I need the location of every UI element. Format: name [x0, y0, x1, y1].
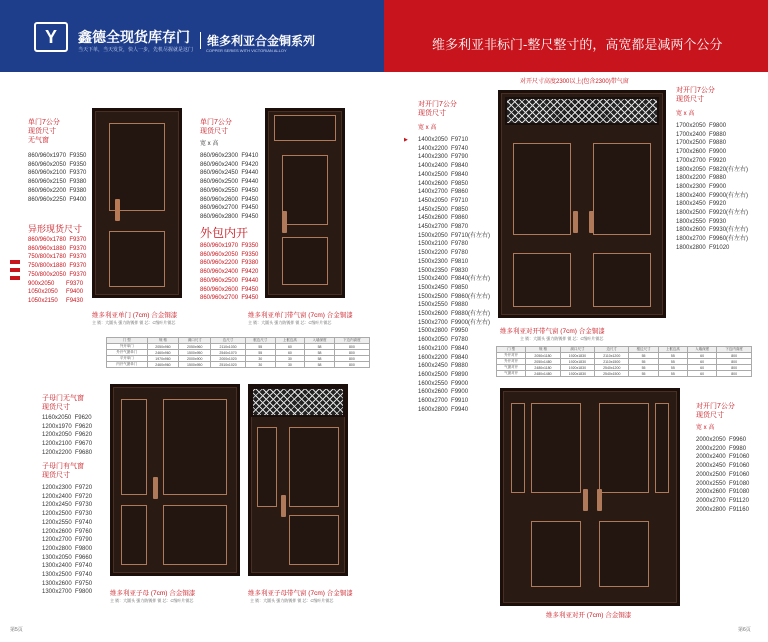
table-cell: 55 — [629, 353, 658, 359]
transom-top-note: 对开尺寸高度2300以上(包含2300)带气窗 — [520, 79, 629, 85]
table-cell: 55 — [658, 353, 687, 359]
brand-name: 鑫德全现货库存门 — [78, 29, 190, 45]
double-spec-table — [496, 346, 752, 377]
marker-icon — [10, 276, 20, 280]
mother-transom-spec: 主 锁：大圆头 强力防锈拌 锁 芯：C级叶片锁芯 — [250, 598, 334, 603]
table-cell: 800 — [334, 356, 369, 362]
marker-icon — [10, 260, 20, 264]
page-number-right: 第6页 — [738, 627, 751, 633]
single-door-sizes: 860/960x1970 F9350 860/960x2050 F9350 860/960x2100 F9370 860/960x2150 F9380 860/960x2200 F9380 860/960x2250 F9400 — [28, 153, 87, 203]
table-cell: 外开气窗单门 — [107, 350, 148, 356]
table-cell: 上框边高 — [658, 347, 687, 353]
series-title: 维多利亚合金铜系列 — [200, 32, 315, 49]
table-cell: 58 — [305, 362, 335, 368]
mother-door-spec: 主 锁：大圆头 强力防锈拌 锁 芯：C级叶片锁芯 — [110, 598, 194, 603]
table-cell: 入墙深度 — [687, 347, 716, 353]
double-col3-title: 对开门7公分 现货尺寸 — [696, 403, 735, 419]
table-cell: 2510x1020 — [211, 362, 246, 368]
table-cell: 30 — [275, 362, 305, 368]
table-cell: 55 — [629, 359, 658, 365]
double-door-caption: 维多利亚对开 (7cm) 合金铜漆 — [546, 612, 632, 619]
table-cell: 58 — [305, 356, 335, 362]
table-cell: 1920x1830 — [560, 371, 594, 377]
table-cell: 800 — [717, 359, 752, 365]
table-cell: 1500x950 — [179, 362, 211, 368]
double-col3-dims: 宽 x 高 — [696, 425, 715, 431]
single-transom-dims: 宽 x 高 — [200, 141, 219, 147]
table-cell: 60 — [687, 371, 716, 377]
table-cell: 2460x960 — [147, 362, 179, 368]
single-transom-sizes: 860/960x2300 F9410 860/960x2400 F9420 860/960x2450 F9440 860/960x2500 F9440 860/960x2550 F9450 860/960x2600 F9450 860/960x2700 F9450 860/960x2800 F9450 — [200, 153, 259, 220]
single-door-spec: 主 锁：大圆头 强力防锈拌 锁 芯：C级叶片锁芯 — [92, 320, 176, 325]
double-col1-dims: 宽 x 高 — [418, 125, 437, 131]
table-cell: 58 — [305, 350, 335, 356]
single-transom-caption: 维多利亚单门带气窗 (7cm) 合金铜漆 — [248, 312, 353, 319]
double-col3-sizes: 2000x2050 F9960 2000x2200 F9980 2000x2400 F91060 2000x2450 F91060 2000x2500 F91060 2000x2550 F91080 2000x2600 F91080 2000x2700 F91120 2000x2800 F91160 — [696, 437, 750, 513]
mother-door-image — [110, 384, 240, 576]
single-transom-spec: 主 锁：大圆头 强力防锈拌 锁 芯：C级叶片锁芯 — [248, 320, 332, 325]
table-cell: 2000x1020 — [211, 356, 246, 362]
double-col2-dims: 宽 x 高 — [676, 111, 695, 117]
table-cell: 800 — [334, 350, 369, 356]
table-cell: 2000x900 — [179, 356, 211, 362]
table-cell: 2480x1180 — [526, 365, 560, 371]
table-cell: 1920x1830 — [560, 359, 594, 365]
table-cell: 入墙深度 — [305, 338, 335, 344]
table-cell: 规 格 — [526, 347, 560, 353]
door-handle-icon — [589, 211, 594, 233]
single-spec-table — [106, 337, 370, 368]
table-cell: 1500x950 — [179, 350, 211, 356]
table-cell: 洞口尺寸 — [179, 338, 211, 344]
odd-size-list: 860/960x1780 F9370 860/960x1880 F9370 750/800x1780 F9370 750/800x1880 F9370 750/800x2050 F9370 900x2050 F9370 1050x2050 F9400 1050x2150 F9430 — [28, 237, 87, 304]
double-col1-sizes: 1400x2050 F9710 1400x2200 F9740 1400x2300 F9790 1400x2400 F9840 1400x2500 F9840 1400x2600 F9850 1400x2700 F9860 1450x2050 F9710 1450x2500 F9850 1450x2600 F9860 1450x2700 F9870 1500x2050 F9710(有左右) 1500x2100 F9780 1500x2200 F9780 1500x2300 F9810 1500x2350 F9830 1500x2400 F9840(有左右) 1500x2450 F9850 1500x2500 F9860(有左右) 1500x2550 F9880 1500x2600 F9880(有左右) 1500x2700 F9900(有左右) 1500x2800 F9950 1600x2050 F9780 1600x2100 F9840 1600x2200 F9840 1600x2450 F9880 1600x2500 F9890 1600x2550 F9900 1600x2600 F9900 1600x2700 F9910 1600x2800 F9940 — [418, 137, 491, 413]
brand-slogan: 当天下单，当天发货，快人一步，先机尽握就是这门 — [78, 47, 194, 53]
table-cell: 55 — [658, 371, 687, 377]
table-cell: 1970x960 — [147, 356, 179, 362]
odd-size-title: 异形现货尺寸 — [28, 224, 83, 234]
table-cell: 800 — [717, 365, 752, 371]
mother-transom-caption: 维多利亚子母带气窗 (7cm) 合金铜漆 — [248, 590, 353, 597]
table-cell: 下边内高度 — [334, 338, 369, 344]
table-cell: 60 — [275, 350, 305, 356]
table-cell: 55 — [658, 359, 687, 365]
mother-door-title: 子母门无气窗 现货尺寸 — [42, 395, 84, 411]
table-cell: 气窗对开 — [497, 365, 526, 371]
table-cell: 1920x1830 — [560, 353, 594, 359]
inswing-sizes: 860/960x1970 F9350 860/960x2050 F9350 860/960x2200 F9380 860/960x2400 F9420 860/960x2500 F9440 860/960x2600 F9450 860/960x2700 F9450 — [200, 243, 259, 302]
table-cell: 2050x1180 — [526, 353, 560, 359]
table-cell: 洞口尺寸 — [560, 347, 594, 353]
table-cell: 边尺寸 — [211, 338, 246, 344]
table-cell: 平开单门 — [107, 356, 148, 362]
door-handle-icon — [583, 489, 588, 511]
inswing-title: 外包内开 — [200, 226, 249, 240]
door-handle-icon — [281, 495, 286, 517]
table-cell: 内开气窗单门 — [107, 362, 148, 368]
door-handle-icon — [573, 211, 578, 233]
table-cell: 55 — [245, 350, 275, 356]
header-note: 维多利亚非标门-整尺整寸的，高宽都是减两个公分 — [432, 37, 723, 52]
table-cell: 55 — [245, 344, 275, 350]
double-transom-caption: 维多利亚对开带气窗 (7cm) 合金铜漆 — [500, 328, 605, 335]
table-cell: 外开单门 — [107, 344, 148, 350]
table-cell: 55 — [658, 365, 687, 371]
table-cell: 2110x1200 — [595, 353, 629, 359]
door-handle-icon — [597, 489, 602, 511]
table-cell: 800 — [717, 371, 752, 377]
table-cell: 2050x1480 — [526, 359, 560, 365]
brand-logo-icon: Y — [34, 22, 68, 52]
table-cell: 1920x1830 — [560, 365, 594, 371]
table-cell: 800 — [334, 362, 369, 368]
table-cell: 门 型 — [107, 338, 148, 344]
double-col2-title: 对开门7公分 现货尺寸 — [676, 87, 715, 103]
table-cell: 2110x1500 — [595, 359, 629, 365]
table-cell: 55 — [629, 371, 658, 377]
table-cell: 门 型 — [497, 347, 526, 353]
table-cell: 下边内高度 — [717, 347, 752, 353]
double-transom-spec: 主 锁：大圆头 强力防锈拌 锁 芯：C级叶片锁芯 — [520, 336, 604, 341]
table-cell: 60 — [687, 359, 716, 365]
table-cell: 55 — [629, 365, 658, 371]
table-cell: 框边尺寸 — [629, 347, 658, 353]
table-row — [107, 362, 370, 368]
series-subtitle: COPPER SERIES WITH VICTORIAN ALLOY — [206, 48, 287, 53]
mother-transom-title: 子母门有气窗 现货尺寸 — [42, 463, 84, 479]
single-door-caption: 维多利亚单门 (7cm) 合金铜漆 — [92, 312, 178, 319]
table-cell: 60 — [687, 353, 716, 359]
table-cell: 规 格 — [147, 338, 179, 344]
mother-transom-door-image — [248, 384, 348, 576]
single-transom-title: 单门7公分 现货尺寸 — [200, 119, 232, 135]
table-cell: 2460x960 — [147, 350, 179, 356]
mother-door-sizes: 1160x2050 F9620 1200x1970 F9620 1200x2050 F9620 1200x2100 F9670 1200x2200 F9680 — [42, 415, 93, 456]
table-cell: 气窗对开 — [497, 371, 526, 377]
table-cell: 2540x1500 — [595, 371, 629, 377]
table-cell: 2110x1030 — [211, 344, 246, 350]
double-col2-sizes: 1700x2050 F9800 1700x2400 F9880 1700x2500 F9880 1700x2600 F9900 1700x2700 F9920 1800x2050 F9820(有左右) 1800x2200 F9880 1800x2300 F9900 1800x2400 F9900(有左右) 1800x2450 F9920 1800x2500 F9920(有左右) 1800x2550 F9930 1800x2600 F9930(有左右) 1800x2700 F9960(有左右) 1800x2800 F91020 — [676, 123, 749, 251]
table-cell: 2540x1200 — [595, 365, 629, 371]
table-cell: 2480x1480 — [526, 371, 560, 377]
table-cell: 30 — [245, 362, 275, 368]
table-cell: 框边尺寸 — [245, 338, 275, 344]
table-cell: 800 — [717, 353, 752, 359]
mother-transom-sizes: 1200x2300 F9720 1200x2400 F9720 1200x2450 F9730 1200x2500 F9730 1200x2550 F9740 1200x2600 F9760 1200x2700 F9790 1200x2800 F9800 1300x2050 F9660 1300x2400 F9740 1300x2500 F9740 1300x2600 F9750 1300x2700 F9800 — [42, 485, 93, 596]
single-door-image — [92, 108, 182, 298]
table-cell: 60 — [275, 344, 305, 350]
arrow-icon: ▶ — [404, 137, 408, 143]
single-door-title: 单门7公分 现货尺寸 无气窗 — [28, 119, 60, 144]
table-cell: 2050x960 — [179, 344, 211, 350]
table-cell: 边尺寸 — [595, 347, 629, 353]
table-cell: 2540x1070 — [211, 350, 246, 356]
single-transom-door-image — [265, 108, 345, 298]
table-cell: 外开对开 — [497, 359, 526, 365]
double-transom-door-image — [498, 90, 666, 318]
table-cell: 60 — [687, 365, 716, 371]
table-cell: 上框边高 — [275, 338, 305, 344]
table-cell: 58 — [305, 344, 335, 350]
double-col1-title: 对开门7公分 现货尺寸 — [418, 101, 457, 117]
mother-door-caption: 维多利亚子母 (7cm) 合金铜漆 — [110, 590, 196, 597]
table-cell: 30 — [275, 356, 305, 362]
table-cell: 30 — [245, 356, 275, 362]
door-handle-icon — [115, 199, 120, 221]
door-handle-icon — [153, 477, 158, 499]
table-cell: 800 — [334, 344, 369, 350]
table-cell: 2050x960 — [147, 344, 179, 350]
double-door-image — [500, 388, 680, 606]
door-handle-icon — [282, 211, 287, 233]
page-number-left: 第5页 — [10, 627, 23, 633]
table-cell: 外开对开 — [497, 353, 526, 359]
table-row — [497, 371, 752, 377]
marker-icon — [10, 268, 20, 272]
